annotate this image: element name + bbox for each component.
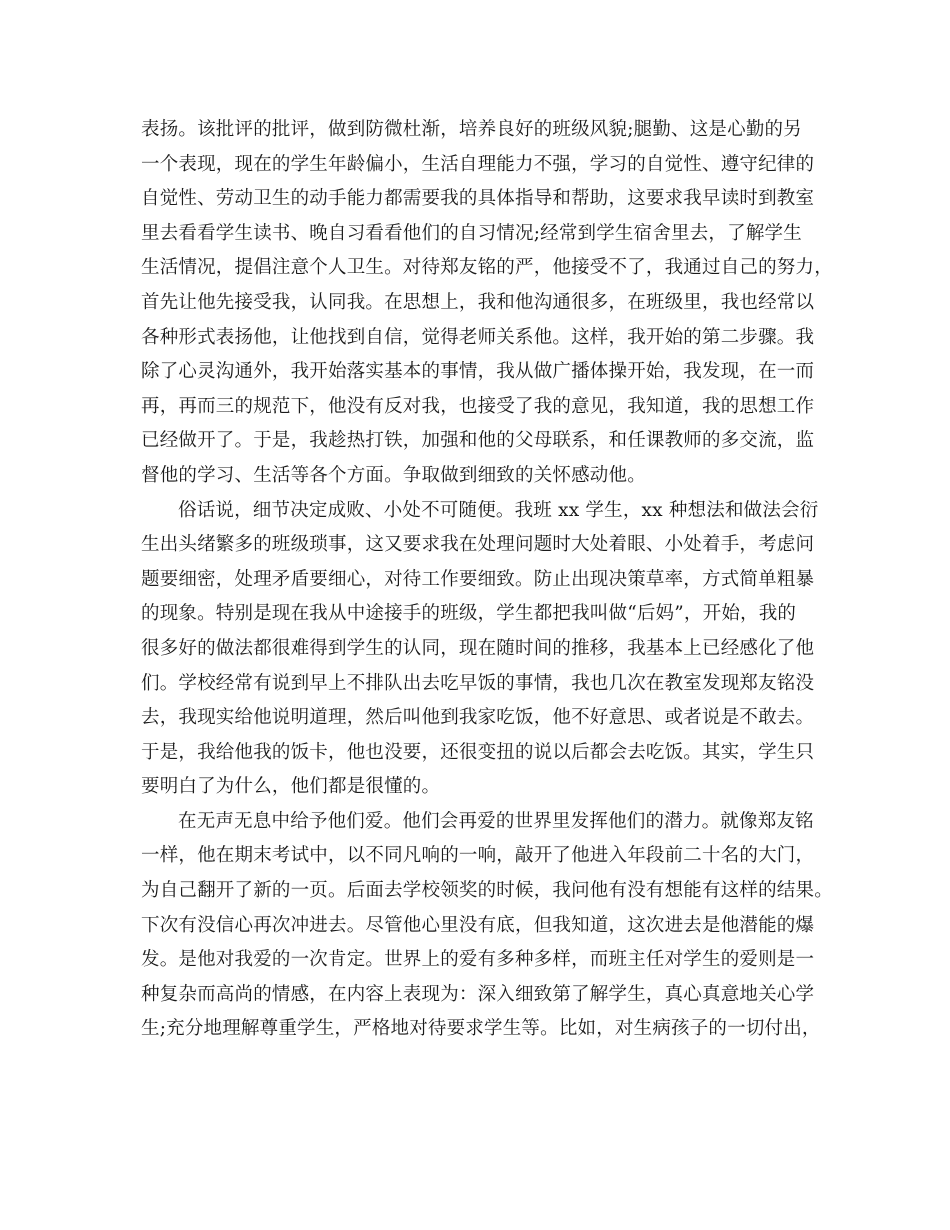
text-line: 督他的学习、生活等各个方面。争取做到细致的关怀感动他。 xyxy=(141,464,646,486)
text-line: 很多好的做法都很难得到学生的认同，现在随时间的推移，我基本上已经感化了他 xyxy=(141,637,815,659)
text-line: 发。是他对我爱的一次肯定。世界上的爱有多种多样，而班主任对学生的爱则是一 xyxy=(141,949,815,971)
text-line: 首先让他先接受我，认同我。在思想上，我和他沟通很多，在班级里，我也经常以 xyxy=(141,291,815,313)
text-line: 于是，我给他我的饭卡，他也没要，还很变扭的说以后都会去吃饭。其实，学生只 xyxy=(141,741,815,763)
text-line: 生;充分地理解尊重学生，严格地对待要求学生等。比如，对生病孩子的一切付出， xyxy=(141,1018,821,1040)
text-line: 生活情况，提倡注意个人卫生。对待郑友铭的严，他接受不了，我通过自己的努力， xyxy=(141,257,833,279)
text-line: 的现象。特别是现在我从中途接手的班级，学生都把我叫做“后妈”，开始，我的 xyxy=(141,603,797,625)
body-text xyxy=(141,113,833,1047)
paragraph-start-line: 在无声无息中给予他们爱。他们会再爱的世界里发挥他们的潜力。就像郑友铭 xyxy=(178,810,814,832)
text-line: 再，再而三的规范下，他没有反对我，也接受了我的意见，我知道，我的思想工作 xyxy=(141,395,815,417)
text-line: 们。学校经常有说到早上不排队出去吃早饭的事情，我也几次在教室发现郑友铭没 xyxy=(141,672,815,694)
text-line: 自觉性、劳动卫生的动手能力都需要我的具体指导和帮助，这要求我早读时到教室 xyxy=(141,188,815,210)
text-line: 为自己翻开了新的一页。后面去学校领奖的时候，我问他有没有想能有这样的结果。 xyxy=(141,880,833,902)
text-line: 除了心灵沟通外，我开始落实基本的事情，我从做广播体操开始，我发现，在一而 xyxy=(141,361,815,383)
text-line: 一样，他在期末考试中，以不同凡响的一响，敲开了他进入年段前二十名的大门， xyxy=(141,845,815,867)
text-line: 已经做开了。于是，我趁热打铁，加强和他的父母联系，和任课教师的多交流，监 xyxy=(141,430,815,452)
text-line: 要明白了为什么，他们都是很懂的。 xyxy=(141,776,441,798)
text-line: 去，我现实给他说明道理，然后叫他到我家吃饭，他不好意思、或者说是不敢去。 xyxy=(141,707,815,729)
text-line: 表扬。该批评的批评，做到防微杜渐，培养良好的班级风貌;腿勤、这是心勤的另 xyxy=(141,119,802,140)
text-line: 一个表现，现在的学生年龄偏小，生活自理能力不强，学习的自觉性、遵守纪律的 xyxy=(141,153,815,175)
text-line: 里去看看学生读书、晚自习看看他们的自习情况;经常到学生宿舍里去，了解学生 xyxy=(141,222,802,244)
text-line: 下次有没信心再次冲进去。尽管他心里没有底，但我知道，这次进去是他潜能的爆 xyxy=(141,914,815,936)
text-line: 各种形式表扬他，让他找到自信，觉得老师关系他。这样，我开始的第二步骤。我 xyxy=(141,326,815,348)
text-line: 种复杂而高尚的情感，在内容上表现为：深入细致第了解学生，真心真意地关心学 xyxy=(141,983,815,1005)
paragraph-start-line: 俗话说，细节决定成败、小处不可随便。我班 xx 学生，xx 种想法和做法会衍 xyxy=(178,499,819,521)
text-line: 题要细密，处理矛盾要细心，对待工作要细致。防止出现决策草率，方式简单粗暴 xyxy=(141,568,815,590)
text-line: 生出头绪繁多的班级琐事，这又要求我在处理问题时大处着眼、小处着手，考虑问 xyxy=(141,534,815,556)
